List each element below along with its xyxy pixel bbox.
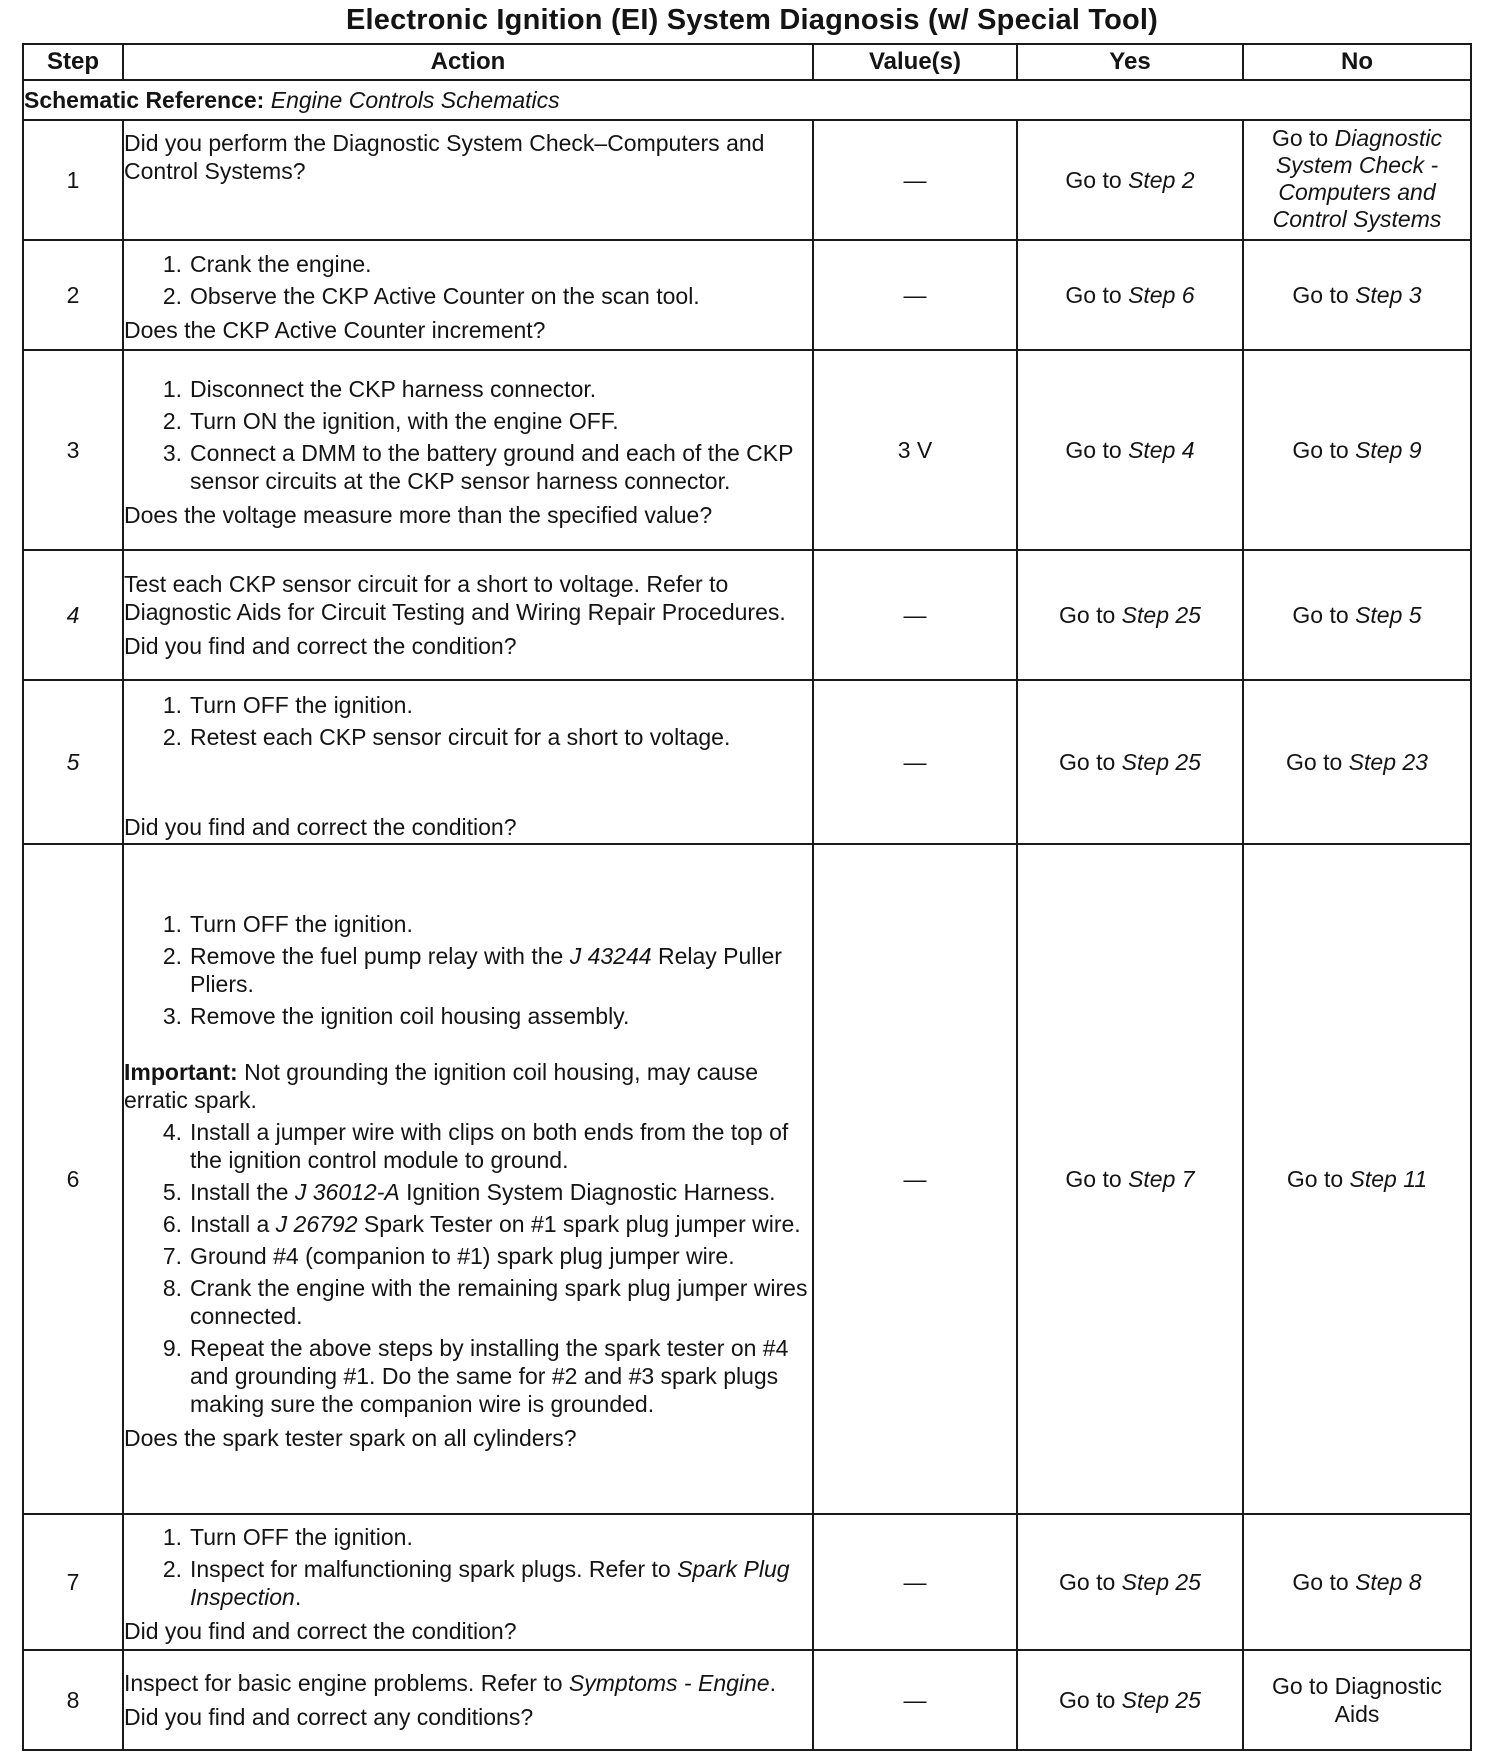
list-item: 1. Disconnect the CKP harness connector. xyxy=(162,376,597,402)
no-cell xyxy=(1243,1514,1471,1650)
action-text: Inspect for basic engine problems. Refer to Symptoms - Engine. xyxy=(124,1670,776,1696)
action-cell xyxy=(123,550,813,680)
yes-cell xyxy=(1017,120,1243,240)
action-text: Did you perform the Diagnostic System Check–Computers and Control Systems? xyxy=(124,130,765,184)
step-number: 2 xyxy=(23,240,123,350)
goto-link[interactable]: Step 8 xyxy=(1355,1569,1422,1595)
table-row xyxy=(23,240,1471,350)
tool-reference: J 36012-A xyxy=(294,1179,400,1205)
action-text: Test each CKP sensor circuit for a short to voltage. Refer to Diagnostic Aids for Circuit Testing and Wiring Repair Procedures. xyxy=(124,571,786,625)
diagnosis-table xyxy=(22,43,1472,1751)
goto-link[interactable]: Step 5 xyxy=(1355,602,1422,628)
goto-prefix: Go to xyxy=(1292,282,1349,308)
yes-cell xyxy=(1017,844,1243,1514)
table-row xyxy=(23,844,1471,1514)
list-item: 3. Connect a DMM to the battery ground and each of the CKP sensor circuits at the CKP sensor harness connector. xyxy=(162,440,794,494)
value-cell: — xyxy=(813,550,1017,680)
list-item: 1. Crank the engine. xyxy=(162,251,372,277)
action-cell xyxy=(123,120,813,240)
action-steps xyxy=(124,691,812,751)
list-item: 6. Install a J 26792 Spark Tester on #1 spark plug jumper wire. xyxy=(162,1211,801,1237)
tool-reference: J 26792 xyxy=(275,1211,358,1237)
header-row xyxy=(23,44,1471,80)
step-number: 7 xyxy=(23,1514,123,1650)
step-number: 8 xyxy=(23,1650,123,1750)
goto-prefix: Go to xyxy=(1059,1569,1116,1595)
step-number: 5 xyxy=(23,680,123,844)
list-item: 7. Ground #4 (companion to #1) spark plug jumper wire. xyxy=(162,1243,735,1269)
yes-cell xyxy=(1017,550,1243,680)
action-steps xyxy=(124,910,812,1030)
goto-link[interactable]: Step 9 xyxy=(1355,437,1422,463)
value-cell: 3 V xyxy=(813,350,1017,550)
table-row xyxy=(23,680,1471,844)
goto-link[interactable]: Step 25 xyxy=(1121,1687,1201,1713)
no-cell xyxy=(1243,350,1471,550)
goto-link[interactable]: Step 25 xyxy=(1121,1569,1201,1595)
action-steps xyxy=(124,1523,812,1611)
list-item: 5. Install the J 36012-A Ignition System Diagnostic Harness. xyxy=(162,1179,776,1205)
step-number: 6 xyxy=(23,844,123,1514)
action-question: Does the CKP Active Counter increment? xyxy=(124,317,546,343)
page-title: Electronic Ignition (EI) System Diagnosis (w/ Special Tool) xyxy=(345,4,1159,36)
no-cell xyxy=(1243,1650,1471,1750)
yes-cell xyxy=(1017,240,1243,350)
goto-prefix: Go to xyxy=(1059,1687,1116,1713)
table-row xyxy=(23,1514,1471,1650)
goto-link[interactable]: Step 7 xyxy=(1128,1166,1195,1192)
header-no: No xyxy=(1243,44,1471,80)
action-cell xyxy=(123,1514,813,1650)
action-cell xyxy=(123,350,813,550)
no-cell xyxy=(1243,550,1471,680)
action-question: Did you find and correct the condition? xyxy=(124,633,517,659)
value-cell: — xyxy=(813,1650,1017,1750)
goto-link[interactable]: Step 23 xyxy=(1348,749,1428,775)
goto-prefix: Go to xyxy=(1286,1166,1344,1192)
goto-prefix: Go to xyxy=(1292,1569,1349,1595)
action-steps xyxy=(124,1118,812,1418)
list-item: 9. Repeat the above steps by installing the spark tester on #4 and grounding #1. Do the same for #2 and #3 spark plugs making sure the companion wire is grounded. xyxy=(162,1335,789,1417)
goto-prefix: Go to xyxy=(1286,749,1343,775)
goto-link[interactable]: Diagnostic System Check - Computers and Control Systems xyxy=(1272,125,1443,232)
goto-prefix: Go to xyxy=(1065,437,1122,463)
goto-prefix: Go to xyxy=(1065,1166,1122,1192)
action-cell xyxy=(123,240,813,350)
goto-link[interactable]: Step 3 xyxy=(1355,282,1422,308)
goto-prefix: Go to xyxy=(1271,125,1329,151)
goto-link[interactable]: Go to Diagnostic Aids xyxy=(1271,1673,1443,1727)
action-cell xyxy=(123,844,813,1514)
schematic-label: Schematic Reference: xyxy=(24,87,265,113)
list-item: 8. Crank the engine with the remaining spark plug jumper wires connected. xyxy=(162,1275,808,1329)
step-number: 1 xyxy=(23,120,123,240)
action-question: Did you find and correct any conditions? xyxy=(124,1704,534,1730)
table-row xyxy=(23,350,1471,550)
goto-prefix: Go to xyxy=(1065,282,1122,308)
value-cell: — xyxy=(813,120,1017,240)
no-cell xyxy=(1243,240,1471,350)
no-cell xyxy=(1243,120,1471,240)
goto-link[interactable]: Step 25 xyxy=(1121,749,1201,775)
value-cell: — xyxy=(813,844,1017,1514)
important-label: Important: xyxy=(124,1059,238,1085)
table-row xyxy=(23,550,1471,680)
action-steps xyxy=(124,250,812,310)
list-item: 1. Turn OFF the ignition. xyxy=(162,692,413,718)
goto-prefix: Go to xyxy=(1065,167,1122,193)
header-yes: Yes xyxy=(1017,44,1243,80)
header-step: Step xyxy=(23,44,123,80)
action-question: Does the spark tester spark on all cylinders? xyxy=(124,1425,577,1451)
yes-cell xyxy=(1017,350,1243,550)
goto-link[interactable]: Step 25 xyxy=(1121,602,1201,628)
schematic-link[interactable]: Engine Controls Schematics xyxy=(270,87,560,113)
goto-prefix: Go to xyxy=(1292,437,1349,463)
list-item: 2. Inspect for malfunctioning spark plugs. Refer to Spark Plug Inspection. xyxy=(162,1556,790,1610)
step-number: 4 xyxy=(23,550,123,680)
list-item: 3. Remove the ignition coil housing assembly. xyxy=(162,1003,630,1029)
schematic-reference xyxy=(23,80,1471,120)
value-cell: — xyxy=(813,240,1017,350)
list-item: 4. Install a jumper wire with clips on both ends from the top of the ignition control module to ground. xyxy=(162,1119,789,1173)
value-cell: — xyxy=(813,1514,1017,1650)
goto-link[interactable]: Step 2 xyxy=(1128,167,1195,193)
list-item: 2. Turn ON the ignition, with the engine OFF. xyxy=(162,408,619,434)
list-item: 1. Turn OFF the ignition. xyxy=(162,1524,413,1550)
goto-link[interactable]: Step 11 xyxy=(1349,1166,1428,1192)
goto-link[interactable]: Step 4 xyxy=(1128,437,1195,463)
table-row xyxy=(23,1650,1471,1750)
table-row xyxy=(23,120,1471,240)
list-item: 2. Retest each CKP sensor circuit for a short to voltage. xyxy=(162,724,731,750)
header-action: Action xyxy=(123,44,813,80)
goto-prefix: Go to xyxy=(1059,602,1116,628)
action-steps xyxy=(124,375,812,495)
goto-prefix: Go to xyxy=(1292,602,1349,628)
list-item: 2. Observe the CKP Active Counter on the scan tool. xyxy=(162,283,700,309)
reference-link[interactable]: Spark Plug Inspection xyxy=(190,1556,790,1610)
reference-link[interactable]: Symptoms - Engine xyxy=(568,1670,770,1696)
no-cell xyxy=(1243,680,1471,844)
goto-link[interactable]: Step 6 xyxy=(1128,282,1195,308)
yes-cell xyxy=(1017,680,1243,844)
yes-cell xyxy=(1017,1650,1243,1750)
header-values: Value(s) xyxy=(813,44,1017,80)
value-cell: — xyxy=(813,680,1017,844)
action-cell xyxy=(123,680,813,844)
tool-reference: J 43244 xyxy=(569,943,652,969)
list-item: 2. Remove the fuel pump relay with the J 43244 Relay Puller Pliers. xyxy=(162,943,782,997)
action-question: Does the voltage measure more than the specified value? xyxy=(124,502,713,528)
action-question: Did you find and correct the condition? xyxy=(124,814,517,840)
goto-prefix: Go to xyxy=(1059,749,1116,775)
no-cell xyxy=(1243,844,1471,1514)
step-number: 3 xyxy=(23,350,123,550)
important-note: Important: Not grounding the ignition coil housing, may cause erratic spark. xyxy=(124,1059,759,1113)
action-question: Did you find and correct the condition? xyxy=(124,1618,517,1644)
list-item: 1. Turn OFF the ignition. xyxy=(162,911,413,937)
yes-cell xyxy=(1017,1514,1243,1650)
schematic-row xyxy=(23,80,1471,120)
action-cell xyxy=(123,1650,813,1750)
